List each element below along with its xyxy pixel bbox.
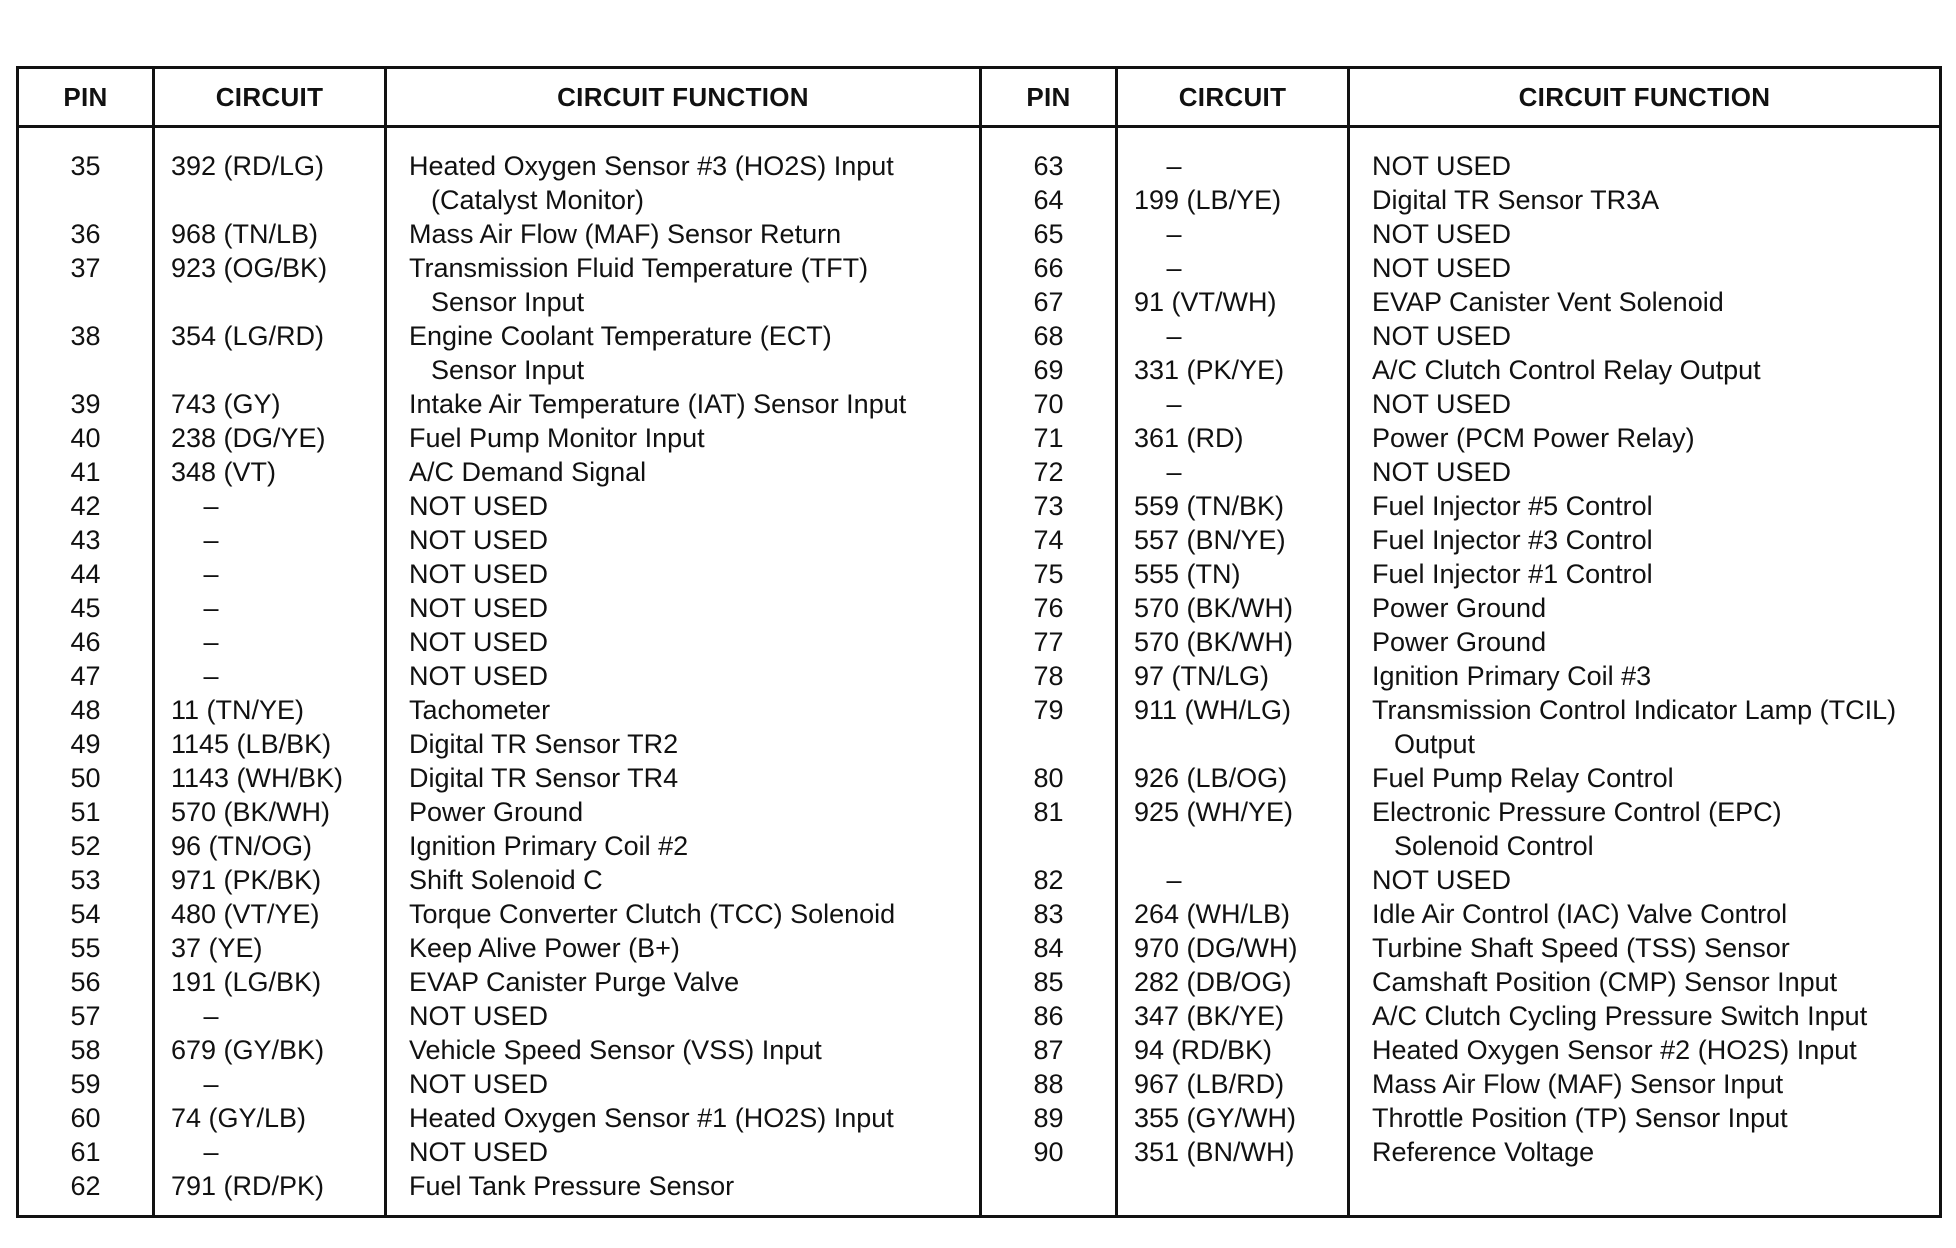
function-line: Heated Oxygen Sensor #1 (HO2S) Input	[409, 1103, 894, 1133]
circuit-function	[409, 251, 868, 319]
circuit-code: 282 (DB/OG)	[1134, 967, 1292, 997]
function-line: NOT USED	[1372, 389, 1512, 419]
pin-number: 73	[1033, 491, 1064, 521]
circuit-dash: –	[1166, 151, 1182, 181]
pin-number: 72	[1033, 457, 1064, 487]
function-line-continued: (Catalyst Monitor)	[431, 185, 645, 215]
function-line: Ignition Primary Coil #2	[409, 831, 689, 861]
pin-number: 74	[1033, 525, 1064, 555]
circuit-function	[1372, 149, 1511, 183]
circuit-code: 37 (YE)	[171, 933, 263, 963]
pin-number: 65	[1033, 219, 1064, 249]
circuit-function	[1372, 523, 1653, 557]
pin-number: 37	[70, 253, 101, 283]
right-header-circuit: CIRCUIT	[1178, 82, 1287, 112]
function-line-continued: Solenoid Control	[1394, 831, 1594, 861]
left-table-half	[19, 69, 979, 1215]
function-line: NOT USED	[1372, 457, 1512, 487]
pin-number: 62	[70, 1171, 101, 1201]
circuit-code	[171, 625, 251, 659]
circuit-code: 74 (GY/LB)	[171, 1103, 307, 1133]
circuit-function	[1372, 999, 1867, 1033]
pin-number: 87	[1033, 1035, 1064, 1065]
pin-number: 58	[70, 1035, 101, 1065]
pin-number: 53	[70, 865, 101, 895]
circuit-code: 351 (BN/WH)	[1134, 1137, 1295, 1167]
circuit-code	[171, 1067, 251, 1101]
pin-number: 60	[70, 1103, 101, 1133]
pin-number: 38	[70, 321, 101, 351]
function-line-continued: Output	[1394, 729, 1476, 759]
function-line: EVAP Canister Purge Valve	[409, 967, 740, 997]
pin-number: 76	[1033, 593, 1064, 623]
left-header-function: CIRCUIT FUNCTION	[557, 82, 809, 112]
circuit-code: 347 (BK/YE)	[1134, 1001, 1285, 1031]
circuit-code: 570 (BK/WH)	[1134, 593, 1294, 623]
pin-number: 63	[1033, 151, 1064, 181]
circuit-dash: –	[1166, 219, 1182, 249]
pin-number: 55	[70, 933, 101, 963]
pin-number: 46	[70, 627, 101, 657]
function-line: NOT USED	[1372, 865, 1512, 895]
pin-number: 64	[1033, 185, 1064, 215]
circuit-function	[409, 727, 678, 761]
circuit-dash: –	[1166, 321, 1182, 351]
circuit-function	[1372, 319, 1511, 353]
pin-number: 51	[70, 797, 101, 827]
circuit-function	[1372, 557, 1653, 591]
circuit-function	[409, 1033, 822, 1067]
circuit-function	[1372, 489, 1653, 523]
pin-number: 42	[70, 491, 101, 521]
circuit-dash: –	[203, 627, 219, 657]
circuit-function	[1372, 217, 1511, 251]
pin-number: 59	[70, 1069, 101, 1099]
pin-number: 56	[70, 967, 101, 997]
circuit-function	[409, 149, 894, 217]
circuit-code: 91 (VT/WH)	[1134, 287, 1277, 317]
right-header-row	[982, 69, 1939, 128]
circuit-function	[1372, 1067, 1783, 1101]
circuit-function	[409, 897, 895, 931]
circuit-code	[171, 489, 251, 523]
pin-table	[16, 66, 1942, 1218]
circuit-function	[409, 931, 680, 965]
circuit-code: 238 (DG/YE)	[171, 423, 326, 453]
function-line: Vehicle Speed Sensor (VSS) Input	[409, 1035, 822, 1065]
circuit-code	[171, 591, 251, 625]
function-line: Intake Air Temperature (IAT) Sensor Input	[409, 389, 907, 419]
function-line: NOT USED	[409, 661, 549, 691]
circuit-code: 191 (LG/BK)	[171, 967, 322, 997]
left-header-pin: PIN	[63, 82, 108, 112]
circuit-function	[409, 489, 548, 523]
circuit-code	[171, 659, 251, 693]
circuit-dash: –	[1166, 389, 1182, 419]
circuit-function	[409, 421, 705, 455]
function-line: NOT USED	[409, 1137, 549, 1167]
function-line: Fuel Tank Pressure Sensor	[409, 1171, 735, 1201]
function-line: Reference Voltage	[1372, 1137, 1595, 1167]
pin-number: 54	[70, 899, 101, 929]
circuit-function	[1372, 251, 1511, 285]
function-line: NOT USED	[1372, 321, 1512, 351]
circuit-code	[1134, 149, 1214, 183]
circuit-code: 971 (PK/BK)	[171, 865, 322, 895]
circuit-function	[409, 1067, 548, 1101]
circuit-code: 968 (TN/LB)	[171, 219, 319, 249]
circuit-code: 967 (LB/RD)	[1134, 1069, 1285, 1099]
circuit-function	[1372, 897, 1787, 931]
circuit-code: 926 (LB/OG)	[1134, 763, 1288, 793]
function-line: NOT USED	[409, 593, 549, 623]
pin-number: 41	[70, 457, 101, 487]
function-line: Digital TR Sensor TR4	[409, 763, 679, 793]
circuit-code: 743 (GY)	[171, 389, 281, 419]
table-row	[19, 319, 979, 387]
circuit-code	[1134, 387, 1214, 421]
function-line: Mass Air Flow (MAF) Sensor Input	[1372, 1069, 1784, 1099]
circuit-code: 911 (WH/LG)	[1134, 695, 1292, 725]
circuit-function	[409, 557, 548, 591]
pin-number: 52	[70, 831, 101, 861]
circuit-function	[1372, 455, 1511, 489]
circuit-function	[1372, 1135, 1594, 1169]
circuit-code: 354 (LG/RD)	[171, 321, 325, 351]
circuit-dash: –	[203, 661, 219, 691]
circuit-function	[1372, 625, 1546, 659]
function-line: Torque Converter Clutch (TCC) Solenoid	[409, 899, 896, 929]
pin-number: 78	[1033, 661, 1064, 691]
circuit-function	[409, 863, 603, 897]
pin-number: 67	[1033, 287, 1064, 317]
pin-number: 85	[1033, 967, 1064, 997]
circuit-code: 925 (WH/YE)	[1134, 797, 1294, 827]
circuit-code	[171, 523, 251, 557]
circuit-function	[409, 1135, 548, 1169]
circuit-function	[1372, 285, 1724, 319]
circuit-code: 264 (WH/LB)	[1134, 899, 1291, 929]
function-line: Heated Oxygen Sensor #2 (HO2S) Input	[1372, 1035, 1857, 1065]
function-line: Keep Alive Power (B+)	[409, 933, 680, 963]
circuit-code: 555 (TN)	[1134, 559, 1241, 589]
circuit-function	[409, 999, 548, 1033]
pin-number: 44	[70, 559, 101, 589]
circuit-function	[1372, 761, 1674, 795]
circuit-code: 1145 (LB/BK)	[171, 729, 332, 759]
function-line: Transmission Fluid Temperature (TFT)	[409, 253, 869, 283]
function-line: Electronic Pressure Control (EPC)	[1372, 797, 1782, 827]
circuit-function	[1372, 1033, 1857, 1067]
function-line: A/C Clutch Cycling Pressure Switch Input	[1372, 1001, 1868, 1031]
circuit-code: 679 (GY/BK)	[171, 1035, 325, 1065]
function-line: Power Ground	[1372, 593, 1547, 623]
circuit-function	[1372, 931, 1790, 965]
circuit-code: 480 (VT/YE)	[171, 899, 320, 929]
circuit-function	[409, 455, 646, 489]
circuit-function	[409, 761, 678, 795]
function-line: NOT USED	[409, 491, 549, 521]
function-line: A/C Demand Signal	[409, 457, 647, 487]
pin-number: 50	[70, 763, 101, 793]
function-line: EVAP Canister Vent Solenoid	[1372, 287, 1724, 317]
circuit-code: 199 (LB/YE)	[1134, 185, 1282, 215]
circuit-function	[1372, 1101, 1788, 1135]
pin-number: 84	[1033, 933, 1064, 963]
right-table-half	[979, 69, 1939, 1215]
circuit-function	[1372, 965, 1837, 999]
function-line: NOT USED	[409, 1001, 549, 1031]
circuit-code: 570 (BK/WH)	[171, 797, 331, 827]
circuit-dash: –	[203, 593, 219, 623]
function-line: NOT USED	[409, 559, 549, 589]
function-line: NOT USED	[1372, 253, 1512, 283]
pin-number: 35	[70, 151, 101, 181]
function-line: Transmission Control Indicator Lamp (TCIL)	[1372, 695, 1897, 725]
right-header-function: CIRCUIT FUNCTION	[1518, 82, 1771, 112]
table-row	[19, 251, 979, 319]
pin-number: 49	[70, 729, 101, 759]
circuit-function	[1372, 693, 1896, 761]
function-line: NOT USED	[409, 1069, 549, 1099]
pin-number: 71	[1033, 423, 1064, 453]
circuit-code: 923 (OG/BK)	[171, 253, 328, 283]
pin-number: 80	[1033, 763, 1064, 793]
pin-number: 79	[1033, 695, 1064, 725]
circuit-function	[409, 523, 548, 557]
function-line-continued: Sensor Input	[431, 355, 585, 385]
circuit-function	[409, 319, 832, 387]
function-line: Throttle Position (TP) Sensor Input	[1372, 1103, 1788, 1133]
circuit-function	[1372, 387, 1511, 421]
function-line: Fuel Pump Monitor Input	[409, 423, 705, 453]
right-header-pin: PIN	[1026, 82, 1071, 112]
function-line: A/C Clutch Control Relay Output	[1372, 355, 1761, 385]
table-row	[982, 693, 1939, 761]
circuit-function	[1372, 353, 1761, 387]
pin-number: 45	[70, 593, 101, 623]
function-line: NOT USED	[409, 525, 549, 555]
function-line: Shift Solenoid C	[409, 865, 603, 895]
circuit-code: 331 (PK/YE)	[1134, 355, 1285, 385]
circuit-dash: –	[203, 559, 219, 589]
circuit-function	[409, 795, 583, 829]
circuit-dash: –	[203, 1137, 219, 1167]
circuit-function	[409, 217, 841, 251]
circuit-function	[1372, 183, 1659, 217]
function-line: Digital TR Sensor TR2	[409, 729, 679, 759]
function-line: Power (PCM Power Relay)	[1372, 423, 1695, 453]
circuit-function	[409, 693, 550, 727]
pin-number: 61	[70, 1137, 101, 1167]
circuit-code	[1134, 319, 1214, 353]
pin-number: 39	[70, 389, 101, 419]
circuit-function	[409, 829, 688, 863]
circuit-dash: –	[203, 491, 219, 521]
pin-number: 69	[1033, 355, 1064, 385]
pin-number: 48	[70, 695, 101, 725]
function-line: Power Ground	[1372, 627, 1547, 657]
circuit-code: 970 (DG/WH)	[1134, 933, 1298, 963]
function-line: Digital TR Sensor TR3A	[1372, 185, 1660, 215]
circuit-code: 96 (TN/OG)	[171, 831, 313, 861]
circuit-function	[1372, 795, 1782, 863]
circuit-function	[1372, 421, 1695, 455]
circuit-function	[409, 659, 548, 693]
table-row	[982, 795, 1939, 863]
left-header-circuit: CIRCUIT	[215, 82, 324, 112]
function-line: Fuel Pump Relay Control	[1372, 763, 1674, 793]
pin-number: 77	[1033, 627, 1064, 657]
pin-number: 88	[1033, 1069, 1064, 1099]
function-line-continued: Sensor Input	[431, 287, 585, 317]
pin-number: 83	[1033, 899, 1064, 929]
circuit-code: 97 (TN/LG)	[1134, 661, 1270, 691]
left-header-row	[19, 69, 979, 128]
pin-number: 70	[1033, 389, 1064, 419]
function-line: Mass Air Flow (MAF) Sensor Return	[409, 219, 842, 249]
function-line: NOT USED	[1372, 151, 1512, 181]
function-line: Tachometer	[409, 695, 551, 725]
circuit-function	[409, 625, 548, 659]
table-row	[19, 149, 979, 217]
circuit-code	[171, 557, 251, 591]
circuit-dash: –	[203, 1069, 219, 1099]
pin-number: 36	[70, 219, 101, 249]
circuit-code: 348 (VT)	[171, 457, 277, 487]
circuit-code	[171, 999, 251, 1033]
circuit-code: 1143 (WH/BK)	[171, 763, 344, 793]
pin-number: 66	[1033, 253, 1064, 283]
function-line: Heated Oxygen Sensor #3 (HO2S) Input	[409, 151, 894, 181]
circuit-dash: –	[203, 525, 219, 555]
pin-number: 82	[1033, 865, 1064, 895]
circuit-code: 11 (TN/YE)	[171, 695, 305, 725]
pin-number: 40	[70, 423, 101, 453]
table-row	[19, 1169, 979, 1237]
circuit-function	[1372, 591, 1546, 625]
circuit-code: 570 (BK/WH)	[1134, 627, 1294, 657]
circuit-function	[409, 387, 906, 421]
circuit-function	[409, 965, 739, 999]
pin-number: 68	[1033, 321, 1064, 351]
circuit-function	[409, 1101, 894, 1135]
table-row	[982, 1135, 1939, 1203]
circuit-code: 392 (RD/LG)	[171, 151, 325, 181]
circuit-function	[409, 1169, 734, 1203]
function-line: Power Ground	[409, 797, 584, 827]
pin-number: 90	[1033, 1137, 1064, 1167]
function-line: Idle Air Control (IAC) Valve Control	[1372, 899, 1788, 929]
circuit-code: 559 (TN/BK)	[1134, 491, 1285, 521]
circuit-code: 791 (RD/PK)	[171, 1171, 325, 1201]
circuit-dash: –	[1166, 253, 1182, 283]
pin-number: 81	[1033, 797, 1064, 827]
circuit-code: 355 (GY/WH)	[1134, 1103, 1297, 1133]
circuit-code: 361 (RD)	[1134, 423, 1244, 453]
circuit-dash: –	[1166, 865, 1182, 895]
circuit-code: 557 (BN/YE)	[1134, 525, 1286, 555]
circuit-function	[1372, 659, 1651, 693]
circuit-function	[1372, 863, 1511, 897]
pin-number: 75	[1033, 559, 1064, 589]
circuit-code	[1134, 863, 1214, 897]
pin-number: 86	[1033, 1001, 1064, 1031]
circuit-code	[1134, 455, 1214, 489]
pin-number: 89	[1033, 1103, 1064, 1133]
circuit-code	[1134, 217, 1214, 251]
circuit-code	[1134, 251, 1214, 285]
circuit-code	[171, 1135, 251, 1169]
pin-number: 47	[70, 661, 101, 691]
function-line: NOT USED	[1372, 219, 1512, 249]
circuit-code: 94 (RD/BK)	[1134, 1035, 1273, 1065]
pin-number: 43	[70, 525, 101, 555]
circuit-function	[409, 591, 548, 625]
function-line: Engine Coolant Temperature (ECT)	[409, 321, 832, 351]
function-line: Fuel Injector #3 Control	[1372, 525, 1653, 555]
circuit-dash: –	[1166, 457, 1182, 487]
function-line: Fuel Injector #5 Control	[1372, 491, 1653, 521]
function-line: Camshaft Position (CMP) Sensor Input	[1372, 967, 1838, 997]
function-line: Ignition Primary Coil #3	[1372, 661, 1652, 691]
function-line: NOT USED	[409, 627, 549, 657]
pin-number: 57	[70, 1001, 101, 1031]
circuit-dash: –	[203, 1001, 219, 1031]
function-line: Turbine Shaft Speed (TSS) Sensor	[1372, 933, 1790, 963]
function-line: Fuel Injector #1 Control	[1372, 559, 1653, 589]
